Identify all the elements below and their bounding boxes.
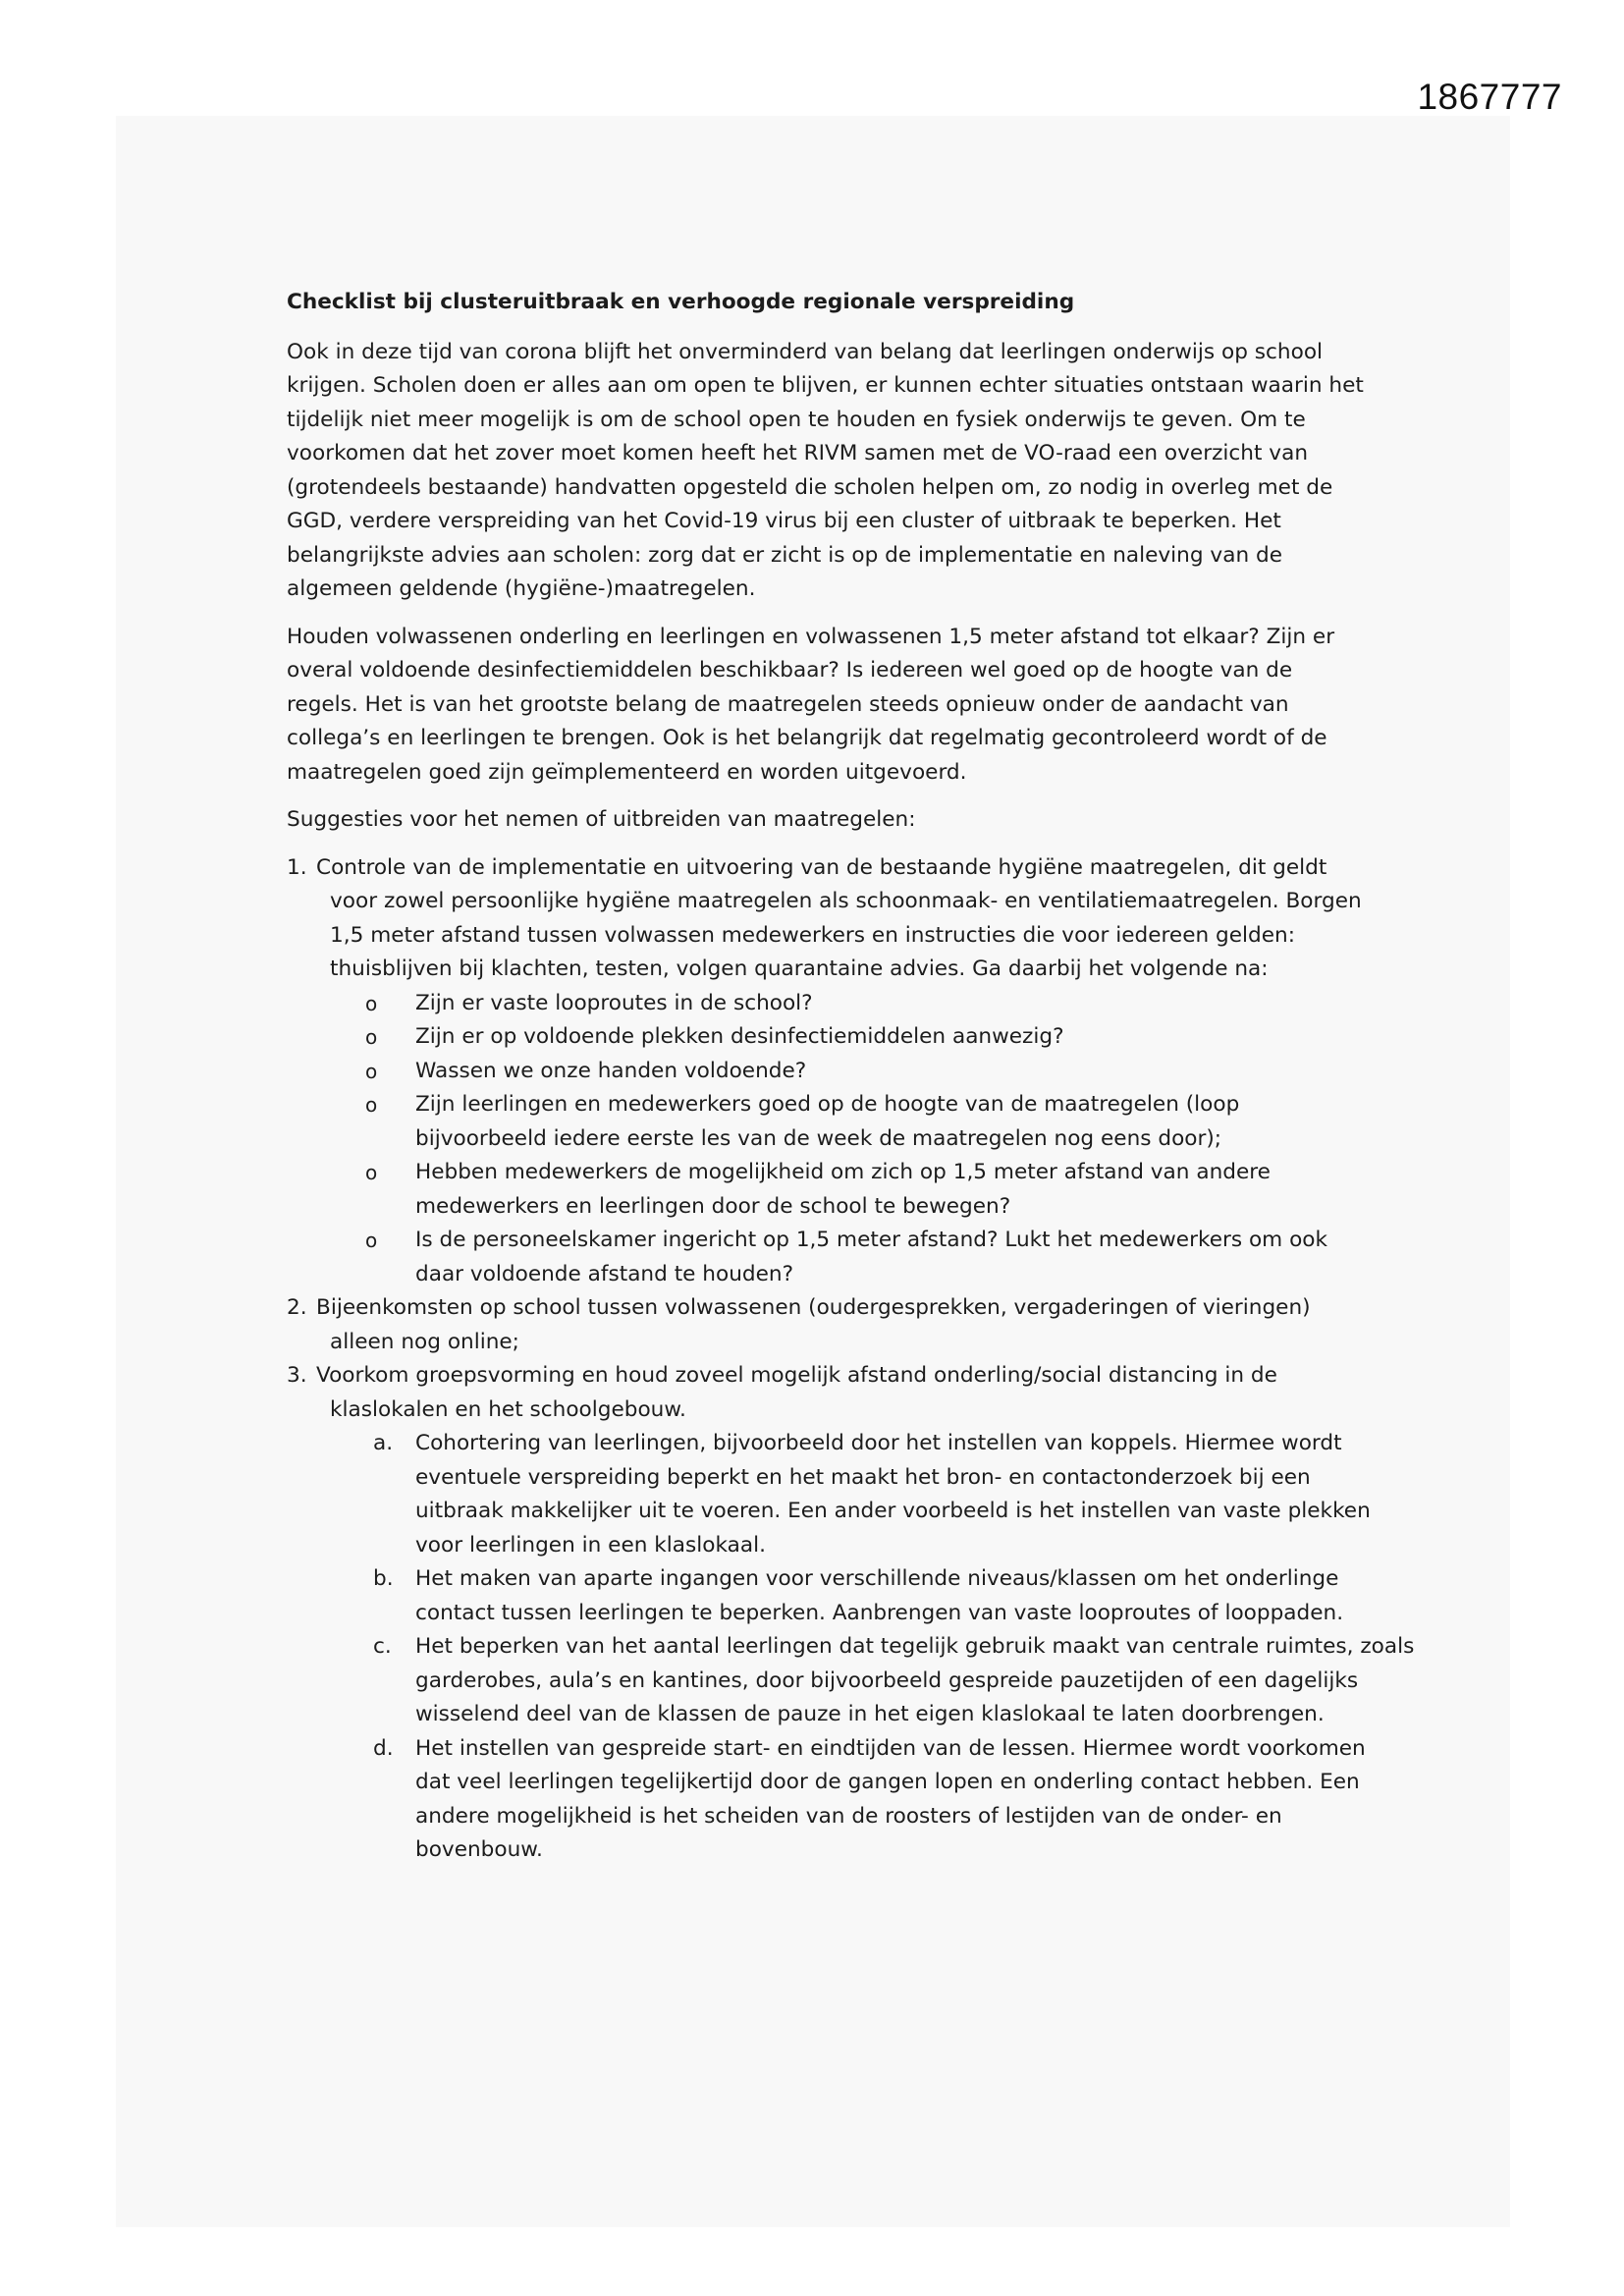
list-item bbox=[330, 1055, 1357, 1089]
suggestions-list bbox=[287, 851, 1415, 1868]
bullet-icon: o bbox=[365, 1229, 378, 1252]
list-item bbox=[330, 1630, 1415, 1732]
item-number: 1. bbox=[287, 854, 307, 880]
text-line: klaslokalen en het schoolgebouw. bbox=[330, 1396, 686, 1422]
list-item bbox=[330, 1020, 1357, 1055]
text-line: thuisblijven bij klachten, testen, volgen quarantaine advies. Ga daarbij het volgende na: bbox=[330, 957, 1269, 981]
text-line: Wassen we onze handen voldoende? bbox=[415, 1058, 807, 1083]
list-item bbox=[330, 1562, 1357, 1630]
list-item bbox=[330, 1224, 1357, 1291]
item-letter: a. bbox=[373, 1431, 394, 1455]
bullet-icon: o bbox=[365, 991, 378, 1015]
text-line: medewerkers en leerlingen door de school te bewegen? bbox=[415, 1193, 1011, 1219]
list-item bbox=[330, 1427, 1371, 1562]
text-line: Suggesties voor het nemen of uitbreiden van maatregelen: bbox=[287, 807, 916, 832]
check-questions bbox=[330, 987, 1357, 1292]
numbered-item bbox=[287, 1359, 1415, 1868]
text-line: krijgen. Scholen doen er alles aan om open te blijven, er kunnen echter situaties ontstaan waarin het bbox=[287, 373, 1364, 398]
bullet-icon: o bbox=[365, 1025, 378, 1049]
suggestions-intro bbox=[287, 803, 1357, 838]
list-item bbox=[330, 1156, 1357, 1224]
measures-sublist bbox=[330, 1427, 1415, 1868]
numbered-item bbox=[287, 851, 1362, 1292]
text-line: tijdelijk niet meer mogelijk is om de school open te houden en fysiek onderwijs te geven. Om te bbox=[287, 407, 1306, 432]
bullet-icon: o bbox=[365, 1161, 378, 1184]
item-letter: d. bbox=[373, 1735, 394, 1761]
text-line: Is de personeelskamer ingericht op 1,5 meter afstand? Lukt het medewerkers om ook bbox=[415, 1228, 1328, 1252]
text-line: Zijn er op voldoende plekken desinfectiemiddelen aanwezig? bbox=[415, 1024, 1064, 1049]
text-line: collega’s en leerlingen te brengen. Ook is het belangrijk dat regelmatig gecontroleerd wordt of de bbox=[287, 726, 1327, 750]
text-line: Zijn leerlingen en medewerkers goed op de hoogte van de maatregelen (loop bbox=[415, 1092, 1240, 1117]
text-line: daar voldoende afstand te houden? bbox=[415, 1261, 794, 1286]
text-line: voor leerlingen in een klaslokaal. bbox=[415, 1532, 766, 1558]
text-line: belangrijkste advies aan scholen: zorg dat er zicht is op de implementatie en naleving van de bbox=[287, 542, 1282, 568]
text-line: (grotendeels bestaande) handvatten opgesteld die scholen helpen om, zo nodig in overleg met de bbox=[287, 474, 1333, 500]
text-line: GGD, verdere verspreiding van het Covid-19 virus bij een cluster of uitbraak te beperken. Het bbox=[287, 509, 1281, 533]
text-line: Houden volwassenen onderling en leerlingen en volwassenen 1,5 meter afstand tot elkaar? Zijn er bbox=[287, 624, 1335, 649]
text-line: eventuele verspreiding beperkt en het maakt het bron- en contactonderzoek bij een bbox=[415, 1464, 1311, 1490]
intro-paragraph bbox=[287, 336, 1364, 607]
document-title: Checklist bij clusteruitbraak en verhoogde regionale verspreiding bbox=[287, 290, 1075, 314]
text-line: regels. Het is van het grootste belang de maatregelen steeds opnieuw onder de aandacht van bbox=[287, 691, 1289, 717]
text-line: contact tussen leerlingen te beperken. Aanbrengen van vaste looproutes of looppaden. bbox=[415, 1600, 1344, 1625]
text-line: andere mogelijkheid is het scheiden van de roosters of lestijden van de onder- en bbox=[415, 1803, 1282, 1829]
document-number: 1867777 bbox=[1417, 77, 1562, 117]
text-line: Zijn er vaste looproutes in de school? bbox=[415, 990, 813, 1015]
text-line: Voorkom groepsvorming en houd zoveel mogelijk afstand onderling/social distancing in de bbox=[316, 1363, 1277, 1388]
text-line: voor zowel persoonlijke hygiëne maatregelen als schoonmaak- en ventilatiemaatregelen. Borgen bbox=[330, 889, 1362, 913]
list-item bbox=[330, 1732, 1366, 1868]
text-line: Ook in deze tijd van corona blijft het onverminderd van belang dat leerlingen onderwijs op school bbox=[287, 339, 1324, 364]
text-line: bijvoorbeeld iedere eerste les van de week de maatregelen nog eens door); bbox=[415, 1125, 1222, 1151]
item-letter: b. bbox=[373, 1566, 394, 1591]
item-letter: c. bbox=[373, 1634, 392, 1659]
text-line: Cohortering van leerlingen, bijvoorbeeld door het instellen van koppels. Hiermee wordt bbox=[415, 1431, 1342, 1455]
text-line: uitbraak makkelijker uit te voeren. Een ander voorbeeld is het instellen van vaste plekken bbox=[415, 1499, 1371, 1523]
text-line: Het beperken van het aantal leerlingen dat tegelijk gebruik maakt van centrale ruimtes, zoals bbox=[415, 1634, 1415, 1659]
text-line: bovenbouw. bbox=[415, 1837, 543, 1862]
text-line: alleen nog online; bbox=[330, 1329, 519, 1354]
text-line: 1,5 meter afstand tussen volwassen medewerkers en instructies die voor iedereen gelden: bbox=[330, 922, 1296, 948]
text-line: algemeen geldende (hygiëne-)maatregelen. bbox=[287, 576, 756, 601]
text-line: Het maken van aparte ingangen voor verschillende niveaus/klassen om het onderlinge bbox=[415, 1566, 1339, 1591]
text-line: Controle van de implementatie en uitvoering van de bestaande hygiëne maatregelen, dit geldt bbox=[316, 854, 1327, 880]
list-item bbox=[330, 987, 1357, 1021]
text-line: Bijeenkomsten op school tussen volwassenen (oudergesprekken, vergaderingen of vieringen) bbox=[316, 1295, 1311, 1320]
numbered-item bbox=[287, 1291, 1357, 1359]
checks-paragraph bbox=[287, 621, 1357, 791]
list-item bbox=[330, 1088, 1357, 1156]
item-number: 3. bbox=[287, 1363, 307, 1388]
item-number: 2. bbox=[287, 1295, 307, 1320]
text-line: garderobes, aula’s en kantines, door bijvoorbeeld gespreide pauzetijden of een dagelijks bbox=[415, 1667, 1359, 1693]
text-line: dat veel leerlingen tegelijkertijd door de gangen lopen en onderling contact hebben. Een bbox=[415, 1770, 1360, 1794]
text-line: overal voldoende desinfectiemiddelen beschikbaar? Is iedereen wel goed op de hoogte van de bbox=[287, 658, 1293, 683]
text-line: Het instellen van gespreide start- en eindtijden van de lessen. Hiermee wordt voorkomen bbox=[415, 1735, 1366, 1761]
text-line: Hebben medewerkers de mogelijkheid om zich op 1,5 meter afstand van andere bbox=[415, 1160, 1271, 1184]
text-line: voorkomen dat het zover moet komen heeft het RIVM samen met de VO-raad een overzicht van bbox=[287, 441, 1308, 465]
bullet-icon: o bbox=[365, 1059, 378, 1083]
text-line: wisselend deel van de klassen de pauze in het eigen klaslokaal te laten doorbrengen. bbox=[415, 1702, 1325, 1726]
text-line: maatregelen goed zijn geïmplementeerd en worden uitgevoerd. bbox=[287, 759, 967, 785]
document-body bbox=[287, 286, 1415, 1868]
bullet-icon: o bbox=[365, 1093, 378, 1117]
